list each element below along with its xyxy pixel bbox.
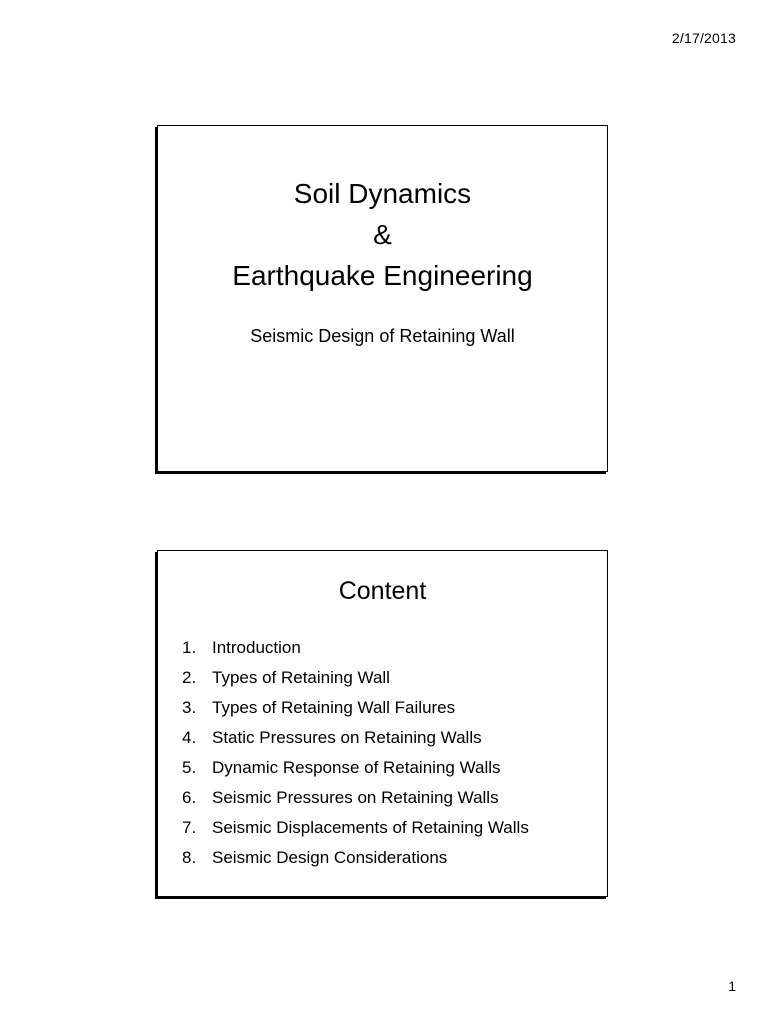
slide-subtitle: Seismic Design of Retaining Wall [250, 326, 515, 346]
list-item [182, 813, 529, 843]
list-item [182, 753, 529, 783]
list-item-text: Seismic Displacements of Retaining Walls [212, 818, 529, 837]
slide-title-line: Earthquake Engineering [232, 260, 533, 291]
slide-title [158, 173, 607, 296]
list-item-number: 2. [182, 668, 197, 687]
list-item-number: 5. [182, 758, 197, 777]
title-slide [157, 125, 608, 472]
content-list [182, 633, 529, 873]
list-item [182, 723, 529, 753]
slide-title-line: Soil Dynamics [293, 178, 472, 209]
page-number: 1 [728, 978, 736, 994]
list-item-number: 4. [182, 728, 197, 747]
list-item-text: Types of Retaining Wall Failures [212, 698, 456, 717]
list-item-number: 8. [182, 848, 197, 867]
list-item-number: 1. [182, 638, 197, 657]
list-item-number: 6. [182, 788, 197, 807]
list-item-text: Seismic Pressures on Retaining Walls [212, 788, 499, 807]
list-item-number: 7. [182, 818, 197, 837]
list-item-number: 3. [182, 698, 197, 717]
list-item [182, 843, 529, 873]
list-item-text: Static Pressures on Retaining Walls [212, 728, 482, 747]
list-item [182, 783, 529, 813]
list-item-text: Dynamic Response of Retaining Walls [212, 758, 501, 777]
list-item [182, 633, 529, 663]
slide-title-line: & [373, 219, 392, 250]
content-slide [157, 550, 608, 897]
list-item-text: Introduction [212, 638, 301, 657]
content-heading: Content [338, 577, 427, 605]
list-item [182, 663, 529, 693]
list-item [182, 693, 529, 723]
list-item-text: Seismic Design Considerations [212, 848, 448, 867]
page-date: 2/17/2013 [671, 30, 736, 46]
list-item-text: Types of Retaining Wall [212, 668, 390, 687]
